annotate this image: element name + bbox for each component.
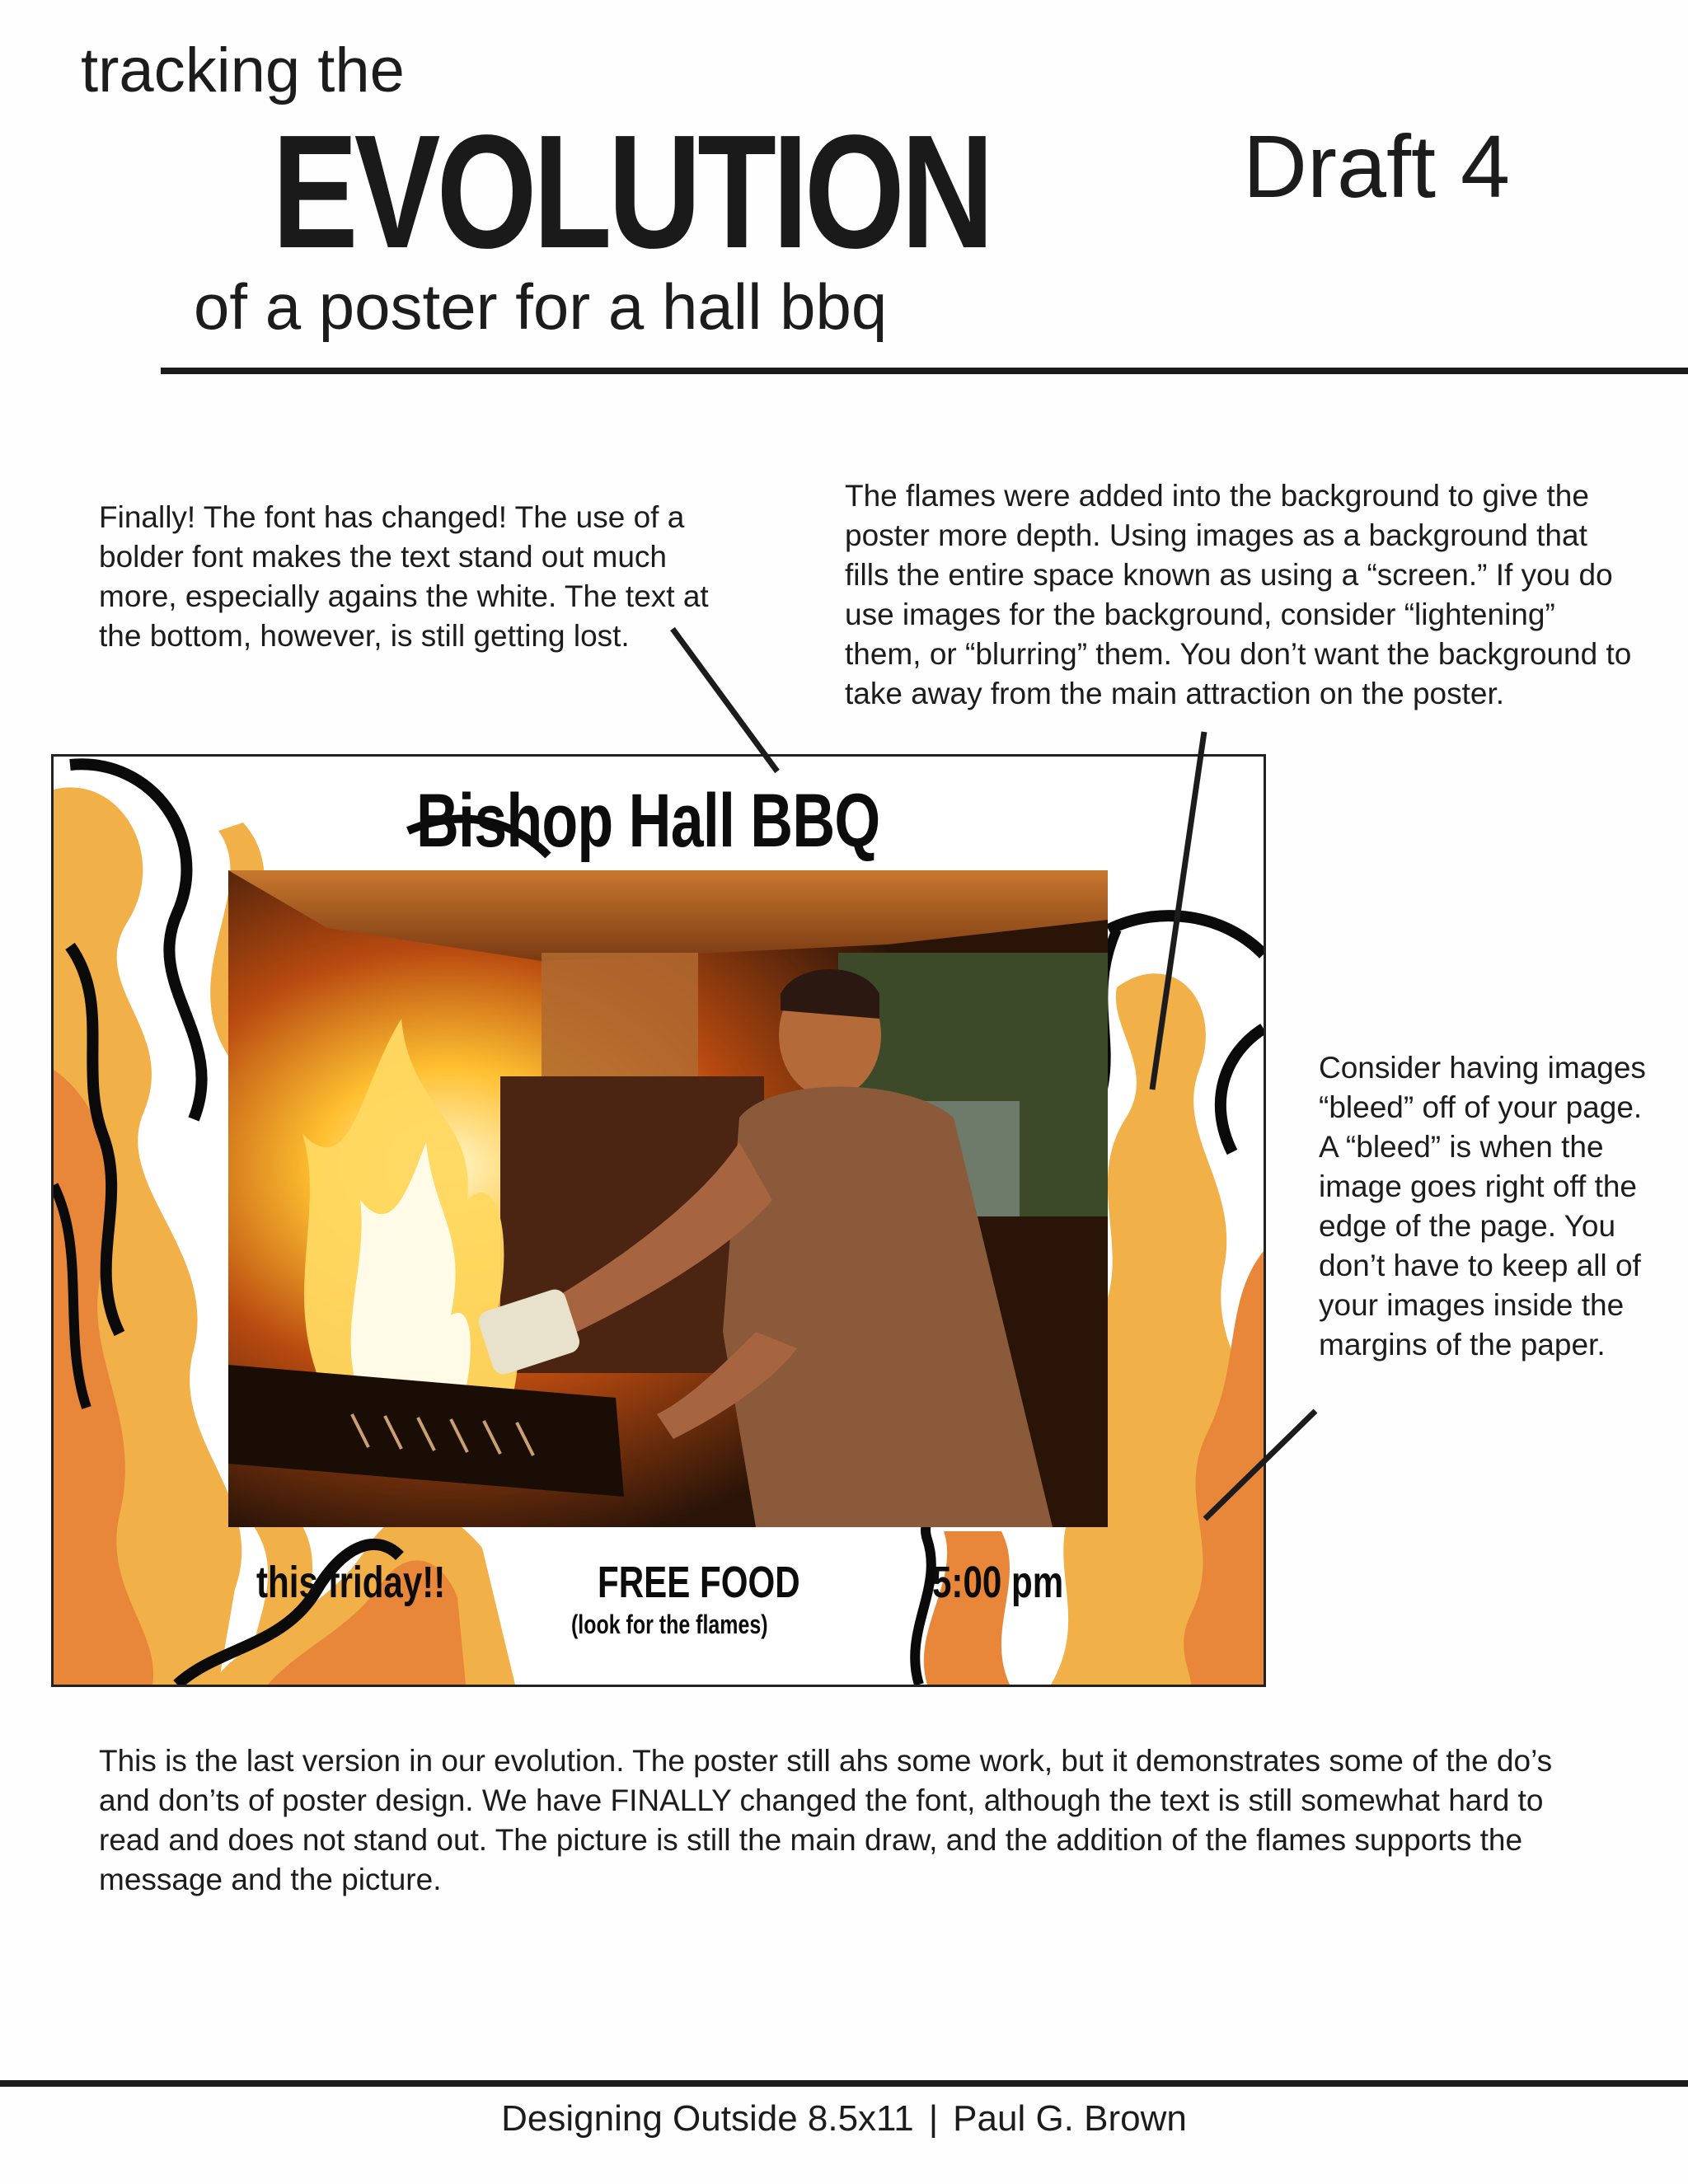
footer-divider — [0, 2080, 1688, 2087]
poster-hint-text: (look for the flames) — [571, 1610, 768, 1639]
draft-label: Draft 4 — [1243, 116, 1511, 216]
annotation-bleed: Consider having images “bleed” off of your page. A “bleed” is when the image goes right off the edge of the page. You don’t have to keep all of your images inside the margins of the paper. — [1319, 1051, 1646, 1361]
footer — [0, 2097, 1688, 2140]
annotation-font: Finally! The font has changed! The use of a bolder font makes the text stand out much more, especially agains the white. The text at the bottom, however, is still getting lost. — [99, 500, 709, 653]
footer-author: Paul G. Brown — [953, 2098, 1187, 2139]
summary-paragraph: This is the last version in our evolution. The poster still ahs some work, but it demonstrates some of the do’s and don’ts of poster design. We have FINALLY changed the font, although the text is still somewhat hard to read and does not stand out. The picture is still the main draw, and the addition of the flames supports the message and the picture. — [99, 1744, 1553, 1896]
poster-title: Bishop Hall BBQ — [416, 779, 880, 863]
poster-time-text: 5:00 pm — [932, 1558, 1064, 1607]
header-subtitle: of a poster for a hall bbq — [194, 270, 888, 343]
header-tracking-the: tracking the — [81, 35, 405, 105]
bbq-photo — [228, 870, 1108, 1527]
footer-separator: | — [928, 2098, 939, 2139]
footer-book-title: Designing Outside 8.5x11 — [501, 2098, 914, 2139]
poster-day-text: this friday!! — [256, 1558, 446, 1607]
header-divider — [161, 368, 1688, 374]
poster-draft-4 — [51, 754, 1266, 1687]
annotation-flames: The flames were added into the background to give the poster more depth. Using images as a background that fills the entire space known as using a “screen.” If you do use images for the background, consider “lightening” them, or “blurring” them. You don’t want the background to take away from the main attraction on the poster. — [845, 479, 1632, 710]
header-evolution-title: EVOLUTION — [272, 101, 991, 282]
poster-free-food-text: FREE FOOD — [598, 1558, 800, 1607]
